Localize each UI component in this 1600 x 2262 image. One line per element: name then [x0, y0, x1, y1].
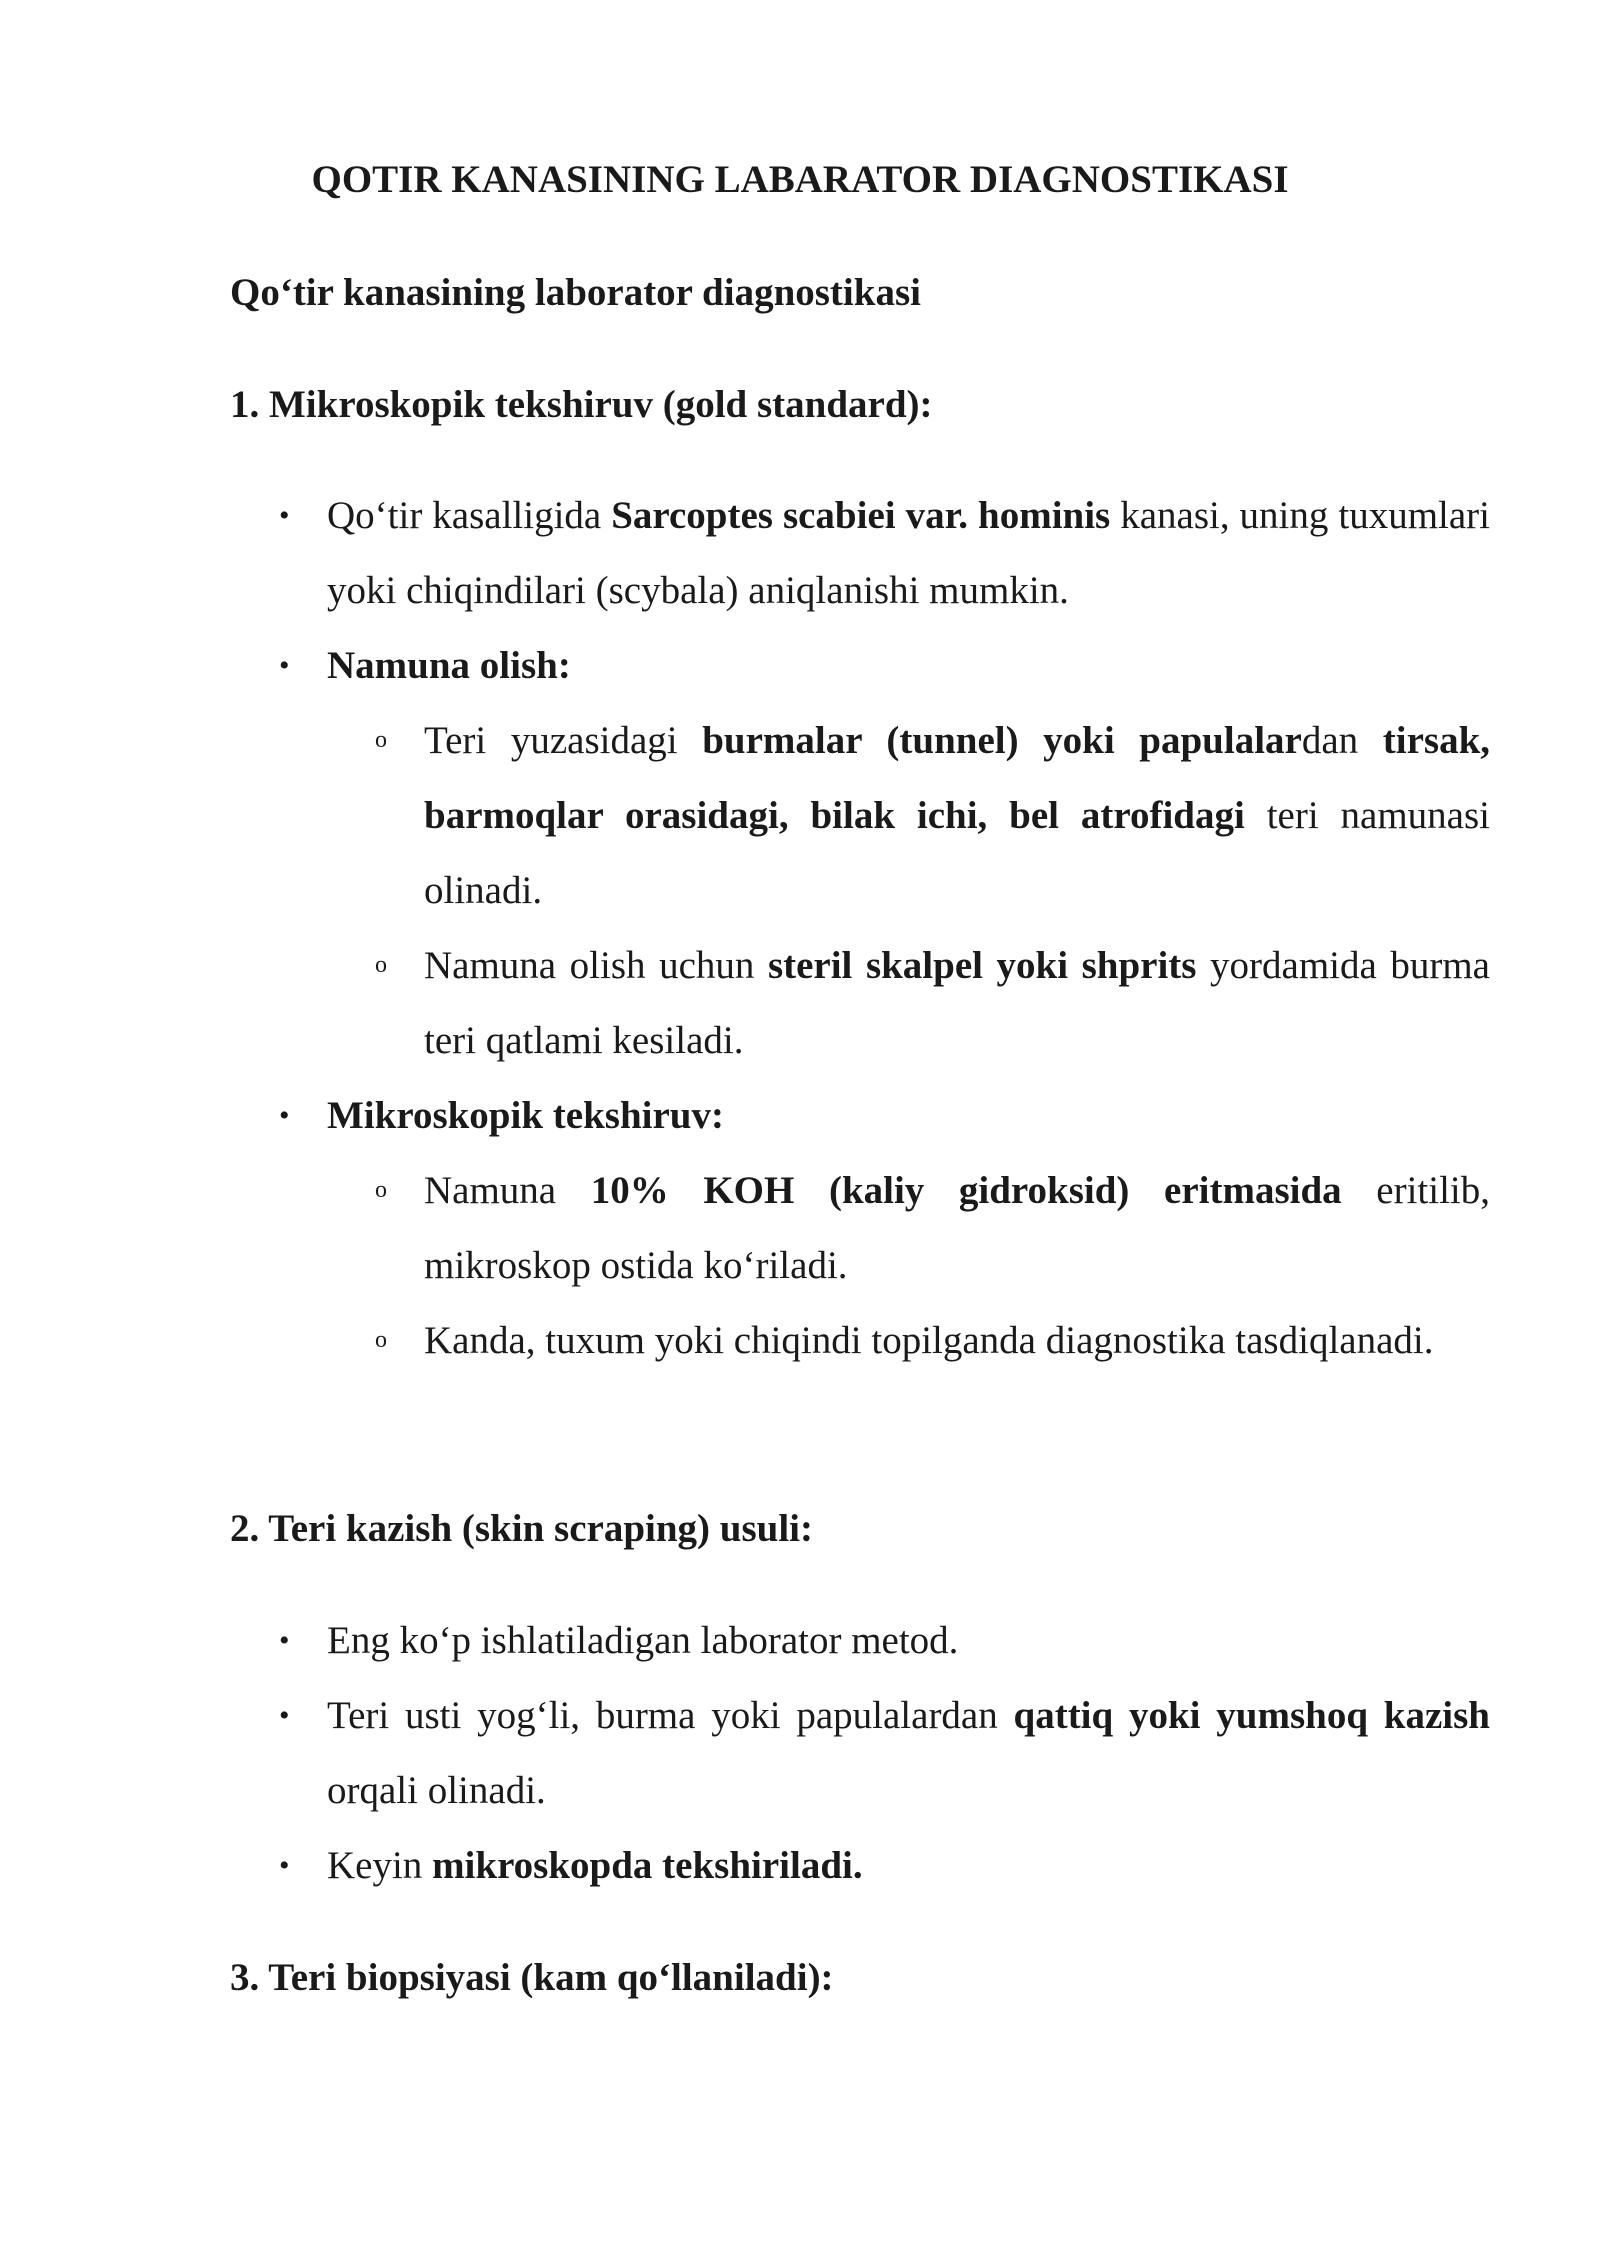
sub-list-item: Namuna olish uchun steril skalpel yoki shprits yordamida burma teri qatlami kesiladi. [424, 944, 1490, 1062]
sub-list-item: Teri yuzasidagi burmalar (tunnel) yoki papulalardan tirsak, barmoqlar orasidagi, bilak ichi, bel atrofidagi teri namunasi olinadi. [424, 719, 1491, 912]
bullet-marker: • [279, 499, 290, 532]
sub-list-item: Namuna 10% KOH (kaliy gidroksid) eritmasida eritilib, mikroskop ostida ko‘riladi. [424, 1169, 1491, 1287]
list-item: Teri usti yog‘li, burma yoki papulalardan qattiq yoki yumshoq kazish orqali olinadi. [327, 1694, 1490, 1812]
section-1-heading: 1. Mikroskopik tekshiruv (gold standard): [230, 383, 933, 426]
document-title: QOTIR KANASINING LABARATOR DIAGNOSTIKASI [311, 158, 1289, 201]
list-item: Eng ko‘p ishlatiladigan laborator metod. [327, 1619, 959, 1662]
document-subtitle: Qo‘tir kanasining laborator diagnostikasi [230, 271, 921, 314]
list-item: Keyin mikroskopda tekshiriladi. [327, 1844, 863, 1887]
section-3-heading: 3. Teri biopsiyasi (kam qo‘llaniladi): [230, 1956, 834, 1999]
bullet-marker: • [279, 1099, 290, 1132]
list-item: Namuna olish: [327, 644, 571, 687]
sub-bullet-marker: o [375, 727, 387, 753]
bullet-marker: • [279, 1624, 290, 1657]
bullet-marker: • [279, 649, 290, 682]
sub-bullet-marker: o [375, 1327, 387, 1353]
list-item: Qo‘tir kasalligida Sarcoptes scabiei var. hominis kanasi, uning tuxumlari yoki chiqindilari (scybala) aniqlanishi mumkin. [327, 494, 1490, 612]
section-2-heading: 2. Teri kazish (skin scraping) usuli: [230, 1507, 813, 1550]
bullet-marker: • [279, 1849, 290, 1882]
bullet-marker: • [279, 1699, 290, 1732]
sub-list-item: Kanda, tuxum yoki chiqindi topilganda diagnostika tasdiqlanadi. [424, 1319, 1434, 1362]
sub-bullet-marker: o [375, 952, 387, 978]
sub-bullet-marker: o [375, 1177, 387, 1203]
list-item: Mikroskopik tekshiruv: [327, 1094, 724, 1137]
